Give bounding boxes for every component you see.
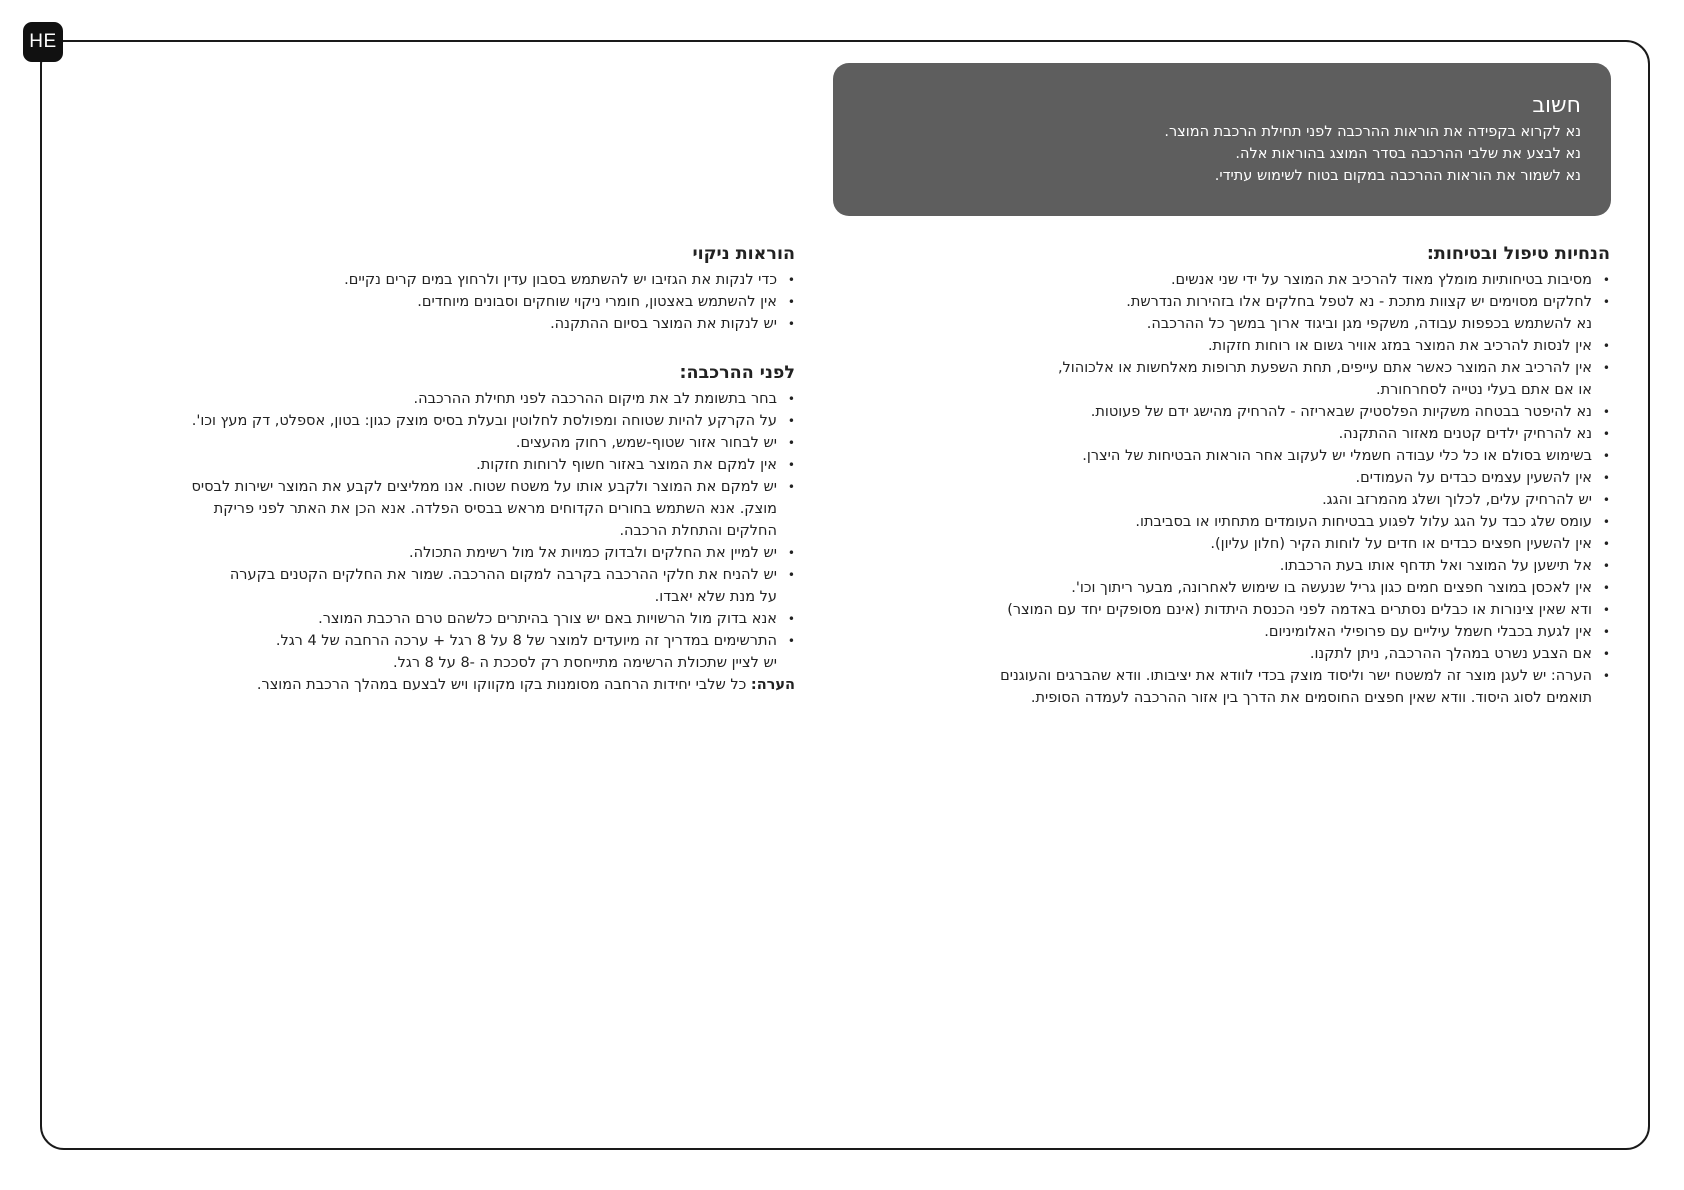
list-item-line: • אין להרכיב את המוצר כאשר אתם עייפים, תחת השפעת תרופות מאלחשות או אלכוהול,: [1057, 360, 1592, 376]
list-item-line: • בחר בתשומת לב את מיקום ההרכבה לפני תחילת ההרכבה.: [413, 391, 777, 407]
list-item-line: • התרשימים במדריך זה מיועדים למוצר של 8 על 8 רגל + ערכה הרחבה של 4 רגל.: [275, 633, 777, 649]
list-item: [925, 401, 1592, 423]
list-item: [925, 335, 1592, 357]
list-item-line: • נא להרחיק ילדים קטנים מאזור ההתקנה.: [1338, 426, 1592, 442]
list-item-line: • יש למיין את החלקים ולבדוק כמויות אל מול רשימת התכולה.: [408, 545, 777, 561]
list-item-line: • אין להשעין חפצים כבדים או חדים על לוחות הקיר (חלון עליון).: [1210, 536, 1592, 552]
list-item-line: • אין להשעין עצמים כבדים על העמודים.: [1355, 470, 1592, 486]
list-item: [925, 555, 1592, 577]
list-item: [925, 467, 1592, 489]
list-item: [925, 445, 1592, 467]
list-item-line: • יש לנקות את המוצר בסיום ההתקנה.: [550, 316, 777, 332]
list-item-line: או אם אתם בעלי נטייה לסחרחורת.: [1375, 382, 1592, 398]
before-assembly-section: [118, 362, 795, 696]
list-item: [118, 410, 777, 432]
list-item-line: • יש להניח את חלקי ההרכבה בקרבה למקום ההרכבה. שמור את החלקים הקטנים בקערה: [229, 567, 777, 583]
list-item: [925, 423, 1592, 445]
note-text: כל שלבי יחידות הרחבה מסומנות בקו מקווקו ויש לבצעם במהלך הרכבת המוצר.: [256, 677, 751, 693]
assembly-note: [118, 674, 795, 696]
list-item: [925, 643, 1592, 665]
list-item: [925, 511, 1592, 533]
list-item-line: • בשימוש בסולם או כל כלי עבודה חשמלי יש לעקוב אחר הוראות הבטיחות של היצרן.: [1082, 448, 1592, 464]
list-item: [118, 542, 777, 564]
list-item: [118, 432, 777, 454]
list-item-line: יש לציין שתכולת הרשימה מתייחסת רק לסככת ה -8 על 8 רגל.: [393, 655, 777, 671]
list-item: [925, 665, 1592, 709]
before-assembly-list: [118, 388, 795, 674]
safety-list: [925, 269, 1610, 709]
list-item: [925, 489, 1592, 511]
cleaning-title: הוראות ניקוי: [692, 244, 795, 264]
list-item-line: תואמים לסוג היסוד. וודא שאין חפצים החוסמים את הדרך בין אזור ההרכבה לעמדה הסופית.: [1030, 690, 1592, 706]
list-item: [118, 388, 777, 410]
list-item: [925, 357, 1592, 401]
left-column: [118, 243, 795, 696]
important-notice-box: [833, 63, 1611, 216]
list-item: [925, 599, 1592, 621]
important-title: חשוב: [1532, 93, 1581, 118]
list-item-line: • אין לגעת בכבלי חשמל עיליים עם פרופילי האלומיניום.: [1264, 624, 1592, 640]
list-item-line: • על הקרקע להיות שטוחה ומפולסת לחלוטין ובעלת בסיס מוצק כגון: בטון, אספלט, דק מעץ וכו'.: [191, 413, 777, 429]
safety-column: [925, 243, 1610, 709]
list-item: [925, 577, 1592, 599]
important-line: נא לשמור את הוראות ההרכבה במקום בטוח לשימוש עתידי.: [1214, 168, 1581, 184]
list-item: [925, 269, 1592, 291]
list-item-line: • אין לנסות להרכיב את המוצר במזג אוויר גשום או רוחות חזקות.: [1207, 338, 1592, 354]
list-item: [925, 621, 1592, 643]
list-item: [118, 313, 777, 335]
cleaning-list: [118, 269, 795, 335]
important-line: נא לבצע את שלבי ההרכבה בסדר המוצג בהוראות אלה.: [1235, 146, 1581, 162]
list-item-line: • אין למקם את המוצר באזור חשוף לרוחות חזקות.: [476, 457, 777, 473]
list-item-line: • יש לבחור אזור שטוף-שמש, רחוק מהעצים.: [515, 435, 777, 451]
list-item: [925, 533, 1592, 555]
list-item-line: • עומס שלג כבד על הגג עלול לפגוע בבטיחות העומדים מתחתיו או בסביבתו.: [1135, 514, 1592, 530]
list-item-line: נא להשתמש בכפפות עבודה, משקפי מגן וביגוד ארוך במשך כל ההרכבה.: [1146, 316, 1592, 332]
list-item-line: • הערה: יש לעגן מוצר זה למשטח ישר וליסוד מוצק בכדי לוודא את יציבותו. וודא שהברגים והעוגנים: [1000, 668, 1592, 684]
list-item-line: מוצק. אנא השתמש בחורים הקדוחים מראש בבסיס הפלדה. אנא הכן את האתר לפני פריקת: [213, 501, 777, 517]
list-item-line: • יש להרחיק עלים, לכלוך ושלג מהמרזב והגג.: [1322, 492, 1592, 508]
list-item: [118, 269, 777, 291]
list-item-line: החלקים והתחלת הרכבה.: [619, 523, 777, 539]
list-item-line: • נא להיפטר בבטחה משקיות הפלסטיק שבאריזה - להרחיק מהישג ידם של פעוטות.: [1090, 404, 1592, 420]
list-item: [118, 291, 777, 313]
list-item: [118, 454, 777, 476]
list-item: [118, 476, 777, 542]
list-item: [118, 630, 777, 674]
list-item: [118, 608, 777, 630]
language-badge: HE: [23, 22, 63, 62]
list-item-line: • אם הצבע נשרט במהלך ההרכבה, ניתן לתקנו.: [1309, 646, 1592, 662]
list-item: [925, 291, 1592, 335]
list-item-line: • ודא שאין צינורות או כבלים נסתרים באדמה לפני הכנסת היתדות (אינם מסופקים יחד עם המוצר): [1007, 602, 1592, 618]
list-item-line: • אנא בדוק מול הרשויות באם יש צורך בהיתרים כלשהם טרם הרכבת המוצר.: [318, 611, 777, 627]
list-item-line: • אל תישען על המוצר ואל תדחף אותו בעת הרכבתו.: [1279, 558, 1592, 574]
list-item: [118, 564, 777, 608]
list-item-line: • אין לאכסן במוצר חפצים חמים כגון גריל שנעשה בו שימוש לאחרונה, מבער ריתוך וכו'.: [1071, 580, 1592, 596]
list-item-line: • אין להשתמש באצטון, חומרי ניקוי שוחקים וסבונים מיוחדים.: [417, 294, 777, 310]
list-item-line: • מסיבות בטיחותיות מומלץ מאוד להרכיב את המוצר על ידי שני אנשים.: [1170, 272, 1592, 288]
list-item-line: • כדי לנקות את הגזיבו יש להשתמש בסבון עדין ולרחוץ במים קרים נקיים.: [344, 272, 777, 288]
note-label: הערה:: [750, 677, 795, 693]
important-line: נא לקרוא בקפידה את הוראות ההרכבה לפני תחילת הרכבת המוצר.: [1164, 124, 1581, 140]
before-assembly-title: לפני ההרכבה:: [679, 363, 795, 383]
list-item-line: • לחלקים מסוימים יש קצוות מתכת - נא לטפל בחלקים אלו בזהירות הנדרשת.: [1126, 294, 1592, 310]
list-item-line: על מנת שלא יאבדו.: [654, 589, 777, 605]
list-item-line: • יש למקם את המוצר ולקבע אותו על משטח שטוח. אנו ממליצים לקבע את המוצר ישירות לבסיס: [191, 479, 777, 495]
safety-title: הנחיות טיפול ובטיחות:: [1426, 244, 1610, 264]
